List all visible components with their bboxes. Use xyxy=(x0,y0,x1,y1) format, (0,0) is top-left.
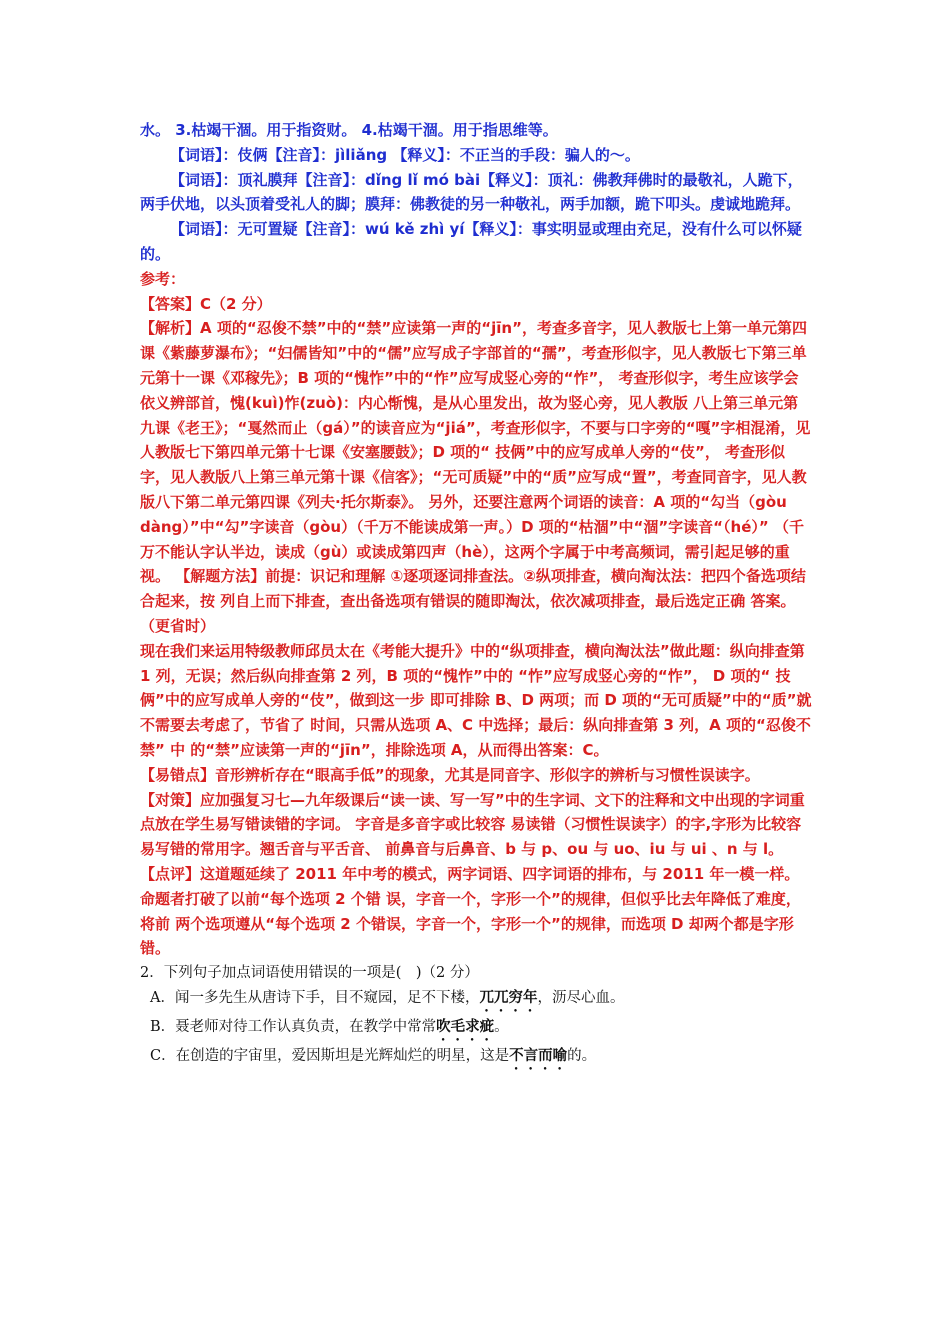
def-line-2: 【词语】：伎俩【注音】：jìliǎng 【释义】：不正当的手段：骗人的～。 xyxy=(170,145,640,164)
analysis-paragraph: 【解析】A 项的“忍俊不禁”中的“禁”应读第一声的“jīn”，考查多音字，见人教版七上第一单元第四课《紫藤萝瀑布》；“妇儒皆知”中的“儒”应写成子字部首的“孺”，考查形似字，见人教版七下第三单元第十一课《邓稼先》；B 项的“愧怍”中的“怍”应写成竖心旁的“怍”， 考查形似字，考生应该学会依义辨部首，愧(kuì)怍(zuò)：内心惭愧，是从心里发出，故为竖心旁，见人教版 八上第三单元第九课《老王》；“戛然而止（gá）”的读音应为“jiá”，考查形似字，不要与口字旁的“嘎”字相混淆，见人教版七下第四单元第十七课《安塞腰鼓》；D 项的“ 技俩”中的应写成单人旁的“伎”， 考查形似字，见人教版八上第三单元第十课《信客》；“无可质疑”中的“质”应写成“置”，考查同音字，见人教版八下第二单元第四课《列夫·托尔斯泰》。 另外，还要注意两个词语的读音：A 项的“勾当（gòu dàng）”中“勾”字读音（gòu）（千万不能读成第一声。）D 项的“枯涸”中“涸”字读音“（hé）” （千万不能认字认半边，读成（gù）或读成第四声（hè），这两个字属于中考高频词，需引起足够的重视。 【解题方法】前提：识记和理解 ①逐项逐词排查法。②纵项排查，横向淘汰法：把四个备选项结合起来，按 列自上而下排查，查出备选项有错误的随即淘汰，依次减项排查，最后选定正确 答案。（更省时） xyxy=(140,319,811,635)
option-a xyxy=(140,986,812,1015)
option-b-dotted-word: 吹毛求疵 xyxy=(436,1017,495,1035)
option-b xyxy=(140,1015,812,1044)
reference-label: 参考： xyxy=(140,269,186,288)
def-line-1: 水。 3.枯竭干涸。用于指资财。 4.枯竭干涸。用于指思维等。 xyxy=(140,121,558,139)
answer-line: 【答案】C（2 分） xyxy=(140,294,272,313)
option-b-text: B．聂老师对待工作认真负责，在教学中常常 xyxy=(150,1018,437,1035)
def-line-3: 【词语】：顶礼膜拜【注音】：dǐng lǐ mó bài【释义】：顶礼：佛教拜佛时的最敬礼，人跪下，两手伏地，以头顶着受礼人的脚；膜拜：佛教徒的另一种敬礼，两手加额，跪下叩头。虔诚地跪拜。 xyxy=(140,170,803,214)
def-line-4: 【词语】：无可置疑【注音】：wú kě zhì yí【释义】：事实明显或理由充足，没有什么可以怀疑的。 xyxy=(140,220,802,263)
option-b-end: 。 xyxy=(494,1018,509,1035)
option-c-text: C．在创造的宇宙里，爱因斯坦是光辉灿烂的明星，这是 xyxy=(150,1047,510,1064)
option-c xyxy=(140,1044,812,1073)
option-c-end: 的。 xyxy=(567,1047,597,1064)
option-a-dotted-word: 兀兀穷年 xyxy=(479,988,538,1006)
option-a-end: ，沥尽心血。 xyxy=(537,989,625,1006)
document-page xyxy=(140,118,812,1073)
option-c-dotted-word: 不言而喻 xyxy=(509,1046,568,1064)
strategy-paragraph: 【对策】应加强复习七—九年级课后“读一读、写一写”中的生字词、文下的注释和文中出现的字词重点放在学生易写错读错的字词。 字音是多音字或比较容 易读错（习惯性误读字）的字,字形为比较容易写错的常用字。翘舌音与平舌音、 前鼻音与后鼻音、b 与 p、ou 与 uo、iu 与 ui 、n 与 l。 xyxy=(140,790,805,859)
method-paragraph: 现在我们来运用特级教师邱员太在《考能大提升》中的“纵项排查，横向淘汰法”做此题：纵向排查第 1 列，无误；然后纵向排查第 2 列，B 项的“愧怍”中的 “怍”应写成竖心旁的“怍”， D 项的“ 技俩”中的应写成单人旁的“伎”，做到这一步 即可排除 B、D 两项；而 D 项的“无可质疑”中的“质”就不需要去考虑了，节省了 时间，只需从选项 A、C 中选择；最后：纵向排查第 3 列，A 项的“忍俊不禁” 中 的“禁”应读第一声的“jīn”，排除选项 A，从而得出答案：C。 xyxy=(140,641,812,759)
error-point-paragraph: 【易错点】音形辨析存在“眼高手低”的现象，尤其是同音字、形似字的辨析与习惯性误读字。 xyxy=(140,765,760,784)
question-stem: 2．下列句子加点词语使用错误的一项是( )（2 分） xyxy=(140,965,479,982)
comment-paragraph: 【点评】这道题延续了 2011 年中考的模式，两字词语、四字词语的排布，与 2011 年一模一样。命题者打破了以前“每个选项 2 个错 误，字音一个，字形一个”的规律，但似乎比去年降低了难度，将前 两个选项遵从“每个选项 2 个错误，字音一个，字形一个”的规律，而选项 D 却两个都是字形错。 xyxy=(140,864,801,958)
option-a-text: A．闻一多先生从唐诗下手，目不窥园，足不下楼， xyxy=(150,989,480,1006)
